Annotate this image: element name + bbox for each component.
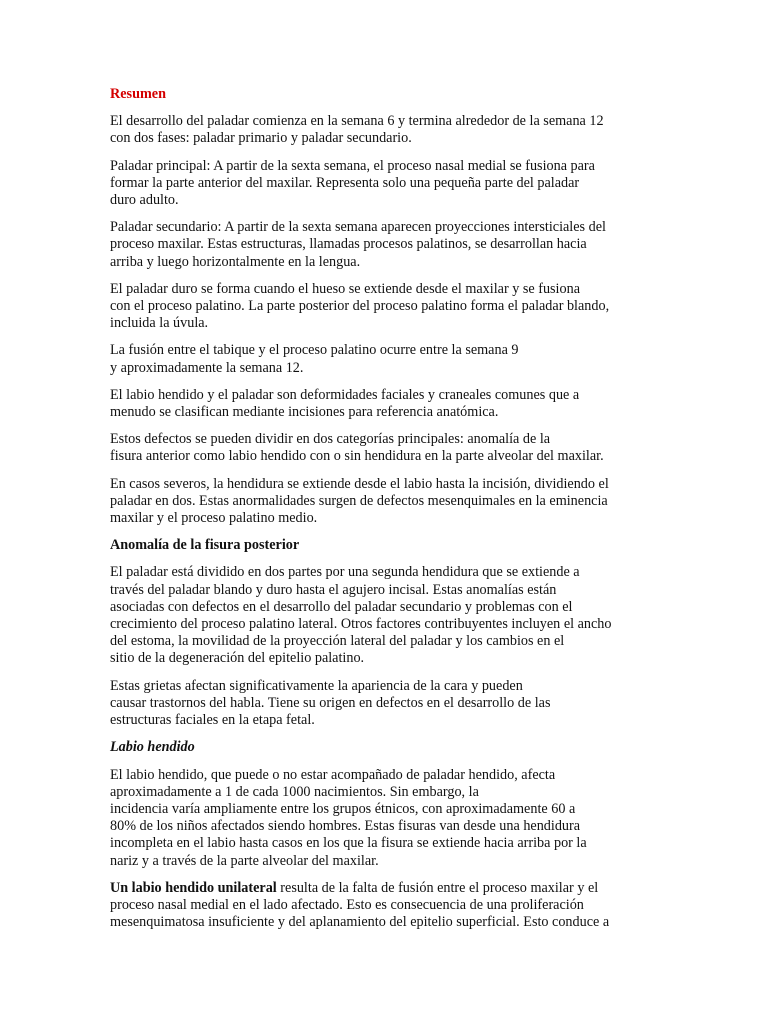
text-line: mesenquimatosa insuficiente y del aplanamiento del epitelio superficial. Esto conduce a [110, 914, 610, 931]
paragraph-paladar-secundario [110, 219, 658, 271]
text-line: y aproximadamente la semana 12. [110, 359, 304, 376]
text-line: incompleta en el labio hasta casos en los que la fisura se extiende hacia arriba por la [110, 835, 587, 852]
text-line: Estos defectos se pueden dividir en dos categorías principales: anomalía de la [110, 431, 551, 448]
text-line: El desarrollo del paladar comienza en la semana 6 y termina alrededor de la semana 12 [110, 113, 604, 130]
text-line: arriba y luego horizontalmente en la lengua. [110, 253, 361, 270]
text-line: La fusión entre el tabique y el proceso palatino ocurre entre la semana 9 [110, 342, 519, 359]
text-line: incidencia varía ampliamente entre los grupos étnicos, con aproximadamente 60 a [110, 800, 576, 817]
text-line: proceso maxilar. Estas estructuras, llamadas procesos palatinos, se desarrollan hacia [110, 236, 587, 253]
text-line: Paladar principal: A partir de la sexta semana, el proceso nasal medial se fusiona para [110, 157, 595, 174]
text-line: del estoma, la movilidad de la proyección lateral del paladar y los cambios en el [110, 633, 565, 650]
text-line: través del paladar blando y duro hasta el agujero incisal. Estas anomalías están [110, 581, 557, 598]
paragraph-categorias [110, 431, 658, 465]
text-line: proceso nasal medial en el lado afectado. Esto es consecuencia de una proliferación [110, 896, 584, 913]
bold-lead-unilateral: Un labio hendido unilateral [110, 879, 277, 896]
paragraph-unilateral [110, 880, 658, 932]
text-line: nariz y a través de la parte alveolar del maxilar. [110, 852, 379, 869]
paragraph-paladar-duro [110, 281, 658, 333]
paragraph-casos-severos [110, 476, 658, 528]
heading-labio-hendido: Labio hendido [110, 739, 195, 756]
document-page [110, 86, 658, 941]
text-line: paladar en dos. Estas anormalidades surgen de defectos mesenquimales en la eminencia [110, 492, 608, 509]
text-line: En casos severos, la hendidura se extiende desde el labio hasta la incisión, dividiendo el [110, 475, 609, 492]
text-line: El labio hendido, que puede o no estar acompañado de paladar hendido, afecta [110, 766, 556, 783]
text-line: sitio de la degeneración del epitelio palatino. [110, 650, 365, 667]
paragraph-desarrollo [110, 113, 658, 147]
paragraph-paladar-principal [110, 158, 658, 210]
text-line: menudo se clasifican mediante incisiones para referencia anatómica. [110, 404, 499, 421]
paragraph-labio-paladar [110, 387, 658, 421]
text-line: con dos fases: paladar primario y paladar secundario. [110, 130, 412, 147]
paragraph-paladar-dividido [110, 564, 658, 667]
text-line: 80% de los niños afectados siendo hombres. Estas fisuras van desde una hendidura [110, 818, 581, 835]
text-line: maxilar y el proceso palatino medio. [110, 510, 318, 527]
document-title: Resumen [110, 86, 166, 102]
text-line: El paladar duro se forma cuando el hueso se extiende desde el maxilar y se fusiona [110, 280, 580, 297]
paragraph-grietas [110, 678, 658, 730]
text-fragment: resulta de la falta de fusión entre el proceso maxilar y el [276, 879, 599, 896]
text-line: crecimiento del proceso palatino lateral. Otros factores contribuyentes incluyen el ancho [110, 616, 612, 633]
text-line: duro adulto. [110, 192, 179, 209]
paragraph-fusion [110, 342, 658, 376]
text-line: aproximadamente a 1 de cada 1000 nacimientos. Sin embargo, la [110, 783, 479, 800]
text-line: causar trastornos del habla. Tiene su origen en defectos en el desarrollo de las [110, 694, 551, 711]
text-line: formar la parte anterior del maxilar. Representa solo una pequeña parte del paladar [110, 174, 580, 191]
text-line: estructuras faciales en la etapa fetal. [110, 712, 315, 729]
text-line: Paladar secundario: A partir de la sexta semana aparecen proyecciones intersticiales del [110, 219, 606, 236]
paragraph-labio-hendido [110, 767, 658, 870]
text-line: fisura anterior como labio hendido con o sin hendidura en la parte alveolar del maxilar. [110, 448, 604, 465]
text-line: Estas grietas afectan significativamente la apariencia de la cara y pueden [110, 677, 523, 694]
text-line [110, 880, 658, 897]
text-line: asociadas con defectos en el desarrollo del paladar secundario y problemas con el [110, 598, 573, 615]
text-line: incluida la úvula. [110, 315, 209, 332]
heading-fisura-posterior: Anomalía de la fisura posterior [110, 537, 300, 554]
text-line: con el proceso palatino. La parte posterior del proceso palatino forma el paladar blando, [110, 298, 610, 315]
text-line: El paladar está dividido en dos partes por una segunda hendidura que se extiende a [110, 564, 580, 581]
text-line: El labio hendido y el paladar son deformidades faciales y craneales comunes que a [110, 386, 580, 403]
